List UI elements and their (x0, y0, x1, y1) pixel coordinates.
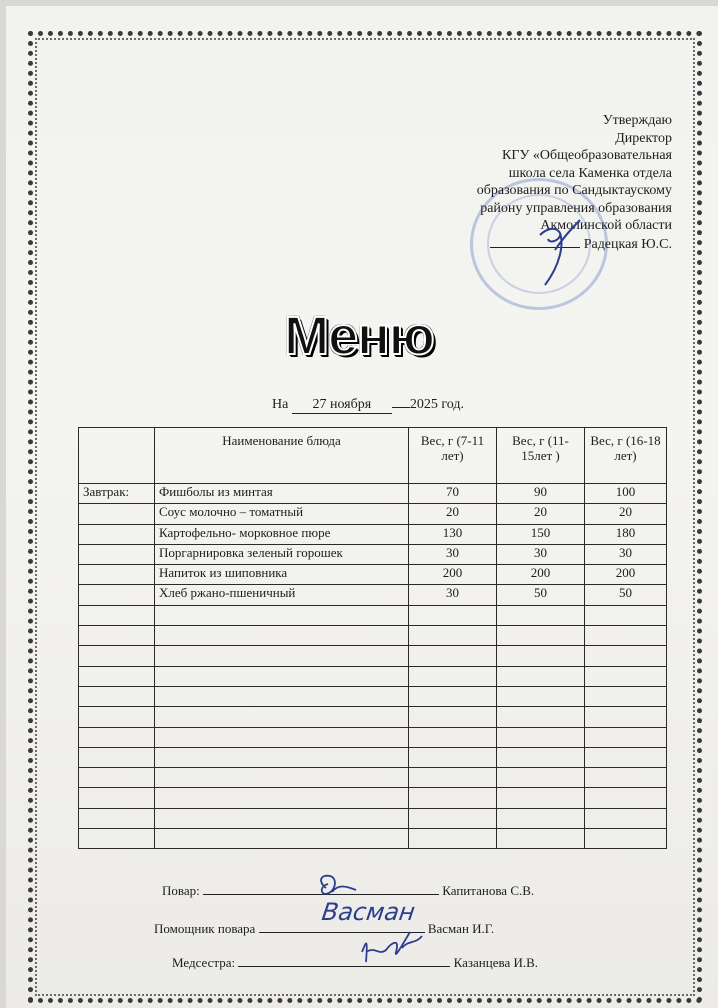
empty-cell (497, 747, 585, 767)
menu-table (78, 427, 667, 849)
cook-name: Капитанова С.В. (442, 883, 535, 898)
empty-cell (585, 768, 667, 788)
empty-cell (409, 626, 497, 646)
empty-cell (79, 707, 155, 727)
empty-cell (497, 626, 585, 646)
nurse-signature (356, 922, 426, 970)
empty-cell (409, 666, 497, 686)
empty-cell (585, 626, 667, 646)
empty-cell (585, 646, 667, 666)
dish-name-cell: Соус молочно – томатный (155, 504, 409, 524)
empty-cell (585, 747, 667, 767)
empty-cell (585, 727, 667, 747)
empty-cell (155, 707, 409, 727)
empty-cell (409, 605, 497, 625)
empty-cell (155, 768, 409, 788)
empty-cell (409, 747, 497, 767)
cook-label: Повар: (162, 883, 200, 898)
column-header: Вес, г (16-18 лет) (585, 428, 667, 484)
meal-cell (79, 585, 155, 605)
assistant-label: Помощник повара (154, 921, 256, 936)
meal-cell (79, 565, 155, 585)
date-prefix: На (272, 397, 289, 412)
weight-7-11-cell: 200 (409, 565, 497, 585)
meal-cell (79, 524, 155, 544)
empty-cell (409, 727, 497, 747)
empty-cell (497, 768, 585, 788)
weight-16-18-cell: 180 (585, 524, 667, 544)
weight-16-18-cell: 20 (585, 504, 667, 524)
empty-table-row (79, 768, 667, 788)
empty-cell (79, 646, 155, 666)
empty-cell (155, 666, 409, 686)
weight-11-15-cell: 50 (497, 585, 585, 605)
empty-cell (155, 727, 409, 747)
empty-cell (155, 686, 409, 706)
empty-cell (409, 707, 497, 727)
weight-16-18-cell: 100 (585, 484, 667, 504)
dish-name-cell: Напиток из шиповника (155, 565, 409, 585)
weight-16-18-cell: 30 (585, 544, 667, 564)
empty-table-row (79, 626, 667, 646)
empty-cell (497, 686, 585, 706)
dish-name-cell: Фишболы из минтая (155, 484, 409, 504)
approval-line: КГУ «Общеобразовательная (502, 148, 672, 163)
empty-cell (409, 768, 497, 788)
weight-11-15-cell: 150 (497, 524, 585, 544)
column-header: Вес, г (11-15лет ) (497, 428, 585, 484)
empty-cell (497, 666, 585, 686)
empty-cell (155, 747, 409, 767)
empty-cell (79, 788, 155, 808)
empty-table-row (79, 605, 667, 625)
empty-cell (409, 686, 497, 706)
empty-cell (155, 646, 409, 666)
approval-line: Директор (615, 130, 672, 146)
empty-cell (497, 829, 585, 849)
empty-cell (155, 808, 409, 828)
dish-name-cell: Хлеб ржано-пшеничный (155, 585, 409, 605)
empty-table-row (79, 666, 667, 686)
weight-16-18-cell: 200 (585, 565, 667, 585)
director-signature (520, 205, 590, 290)
meal-cell (79, 544, 155, 564)
empty-cell (585, 686, 667, 706)
approval-line: Утверждаю (602, 113, 672, 128)
nurse-label: Медсестра: (172, 955, 236, 970)
column-header: Наименование блюда (155, 428, 409, 484)
weight-11-15-cell: 20 (497, 504, 585, 524)
empty-cell (79, 808, 155, 828)
weight-7-11-cell: 30 (409, 585, 497, 605)
empty-table-row (79, 686, 667, 706)
empty-cell (79, 626, 155, 646)
approval-line: образования по Сандыктаускому (476, 183, 672, 198)
empty-cell (409, 788, 497, 808)
empty-cell (585, 808, 667, 828)
table-header-row (79, 428, 667, 484)
approval-line: Акмолинской области (540, 218, 672, 233)
assistant-name: Васман И.Г. (427, 921, 495, 936)
weight-7-11-cell: 70 (409, 484, 497, 504)
empty-table-row (79, 829, 667, 849)
menu-date (272, 397, 464, 414)
approval-line: школа села Каменка отдела (508, 165, 672, 181)
weight-11-15-cell: 90 (497, 484, 585, 504)
empty-cell (79, 666, 155, 686)
director-name: Радецкая Ю.С. (583, 236, 672, 252)
weight-7-11-cell: 30 (409, 544, 497, 564)
empty-cell (585, 788, 667, 808)
empty-cell (497, 808, 585, 828)
nurse-name: Казанцева И.В. (453, 955, 539, 970)
empty-cell (585, 829, 667, 849)
empty-table-row (79, 707, 667, 727)
page-title: Меню (284, 306, 434, 366)
empty-cell (79, 727, 155, 747)
empty-table-row (79, 727, 667, 747)
empty-cell (409, 646, 497, 666)
empty-table-row (79, 808, 667, 828)
table-row (79, 524, 667, 544)
empty-cell (497, 788, 585, 808)
date-year: 2025 год. (409, 397, 464, 412)
empty-cell (409, 829, 497, 849)
empty-cell (79, 768, 155, 788)
empty-table-row (79, 646, 667, 666)
table-row (79, 504, 667, 524)
empty-cell (155, 626, 409, 646)
table-row (79, 544, 667, 564)
weight-7-11-cell: 20 (409, 504, 497, 524)
weight-11-15-cell: 200 (497, 565, 585, 585)
empty-cell (79, 605, 155, 625)
empty-cell (155, 829, 409, 849)
empty-cell (585, 707, 667, 727)
dish-name-cell: Поргарнировка зеленый горошек (155, 544, 409, 564)
empty-cell (585, 666, 667, 686)
empty-cell (585, 605, 667, 625)
empty-cell (79, 686, 155, 706)
dish-name-cell: Картофельно- морковное пюре (155, 524, 409, 544)
empty-cell (497, 727, 585, 747)
empty-cell (497, 646, 585, 666)
weight-11-15-cell: 30 (497, 544, 585, 564)
empty-table-row (79, 788, 667, 808)
column-header (79, 428, 155, 484)
empty-cell (79, 747, 155, 767)
empty-cell (409, 808, 497, 828)
empty-cell (155, 788, 409, 808)
weight-16-18-cell: 50 (585, 585, 667, 605)
empty-cell (497, 605, 585, 625)
table-row (79, 585, 667, 605)
empty-table-row (79, 747, 667, 767)
table-row (79, 484, 667, 504)
meal-cell: Завтрак: (79, 484, 155, 504)
date-underline (392, 407, 410, 408)
assistant-signature: Васман (320, 898, 417, 926)
approval-line: району управления образования (480, 200, 672, 216)
empty-cell (79, 829, 155, 849)
date-day-month: 27 ноября (292, 397, 392, 414)
empty-cell (497, 707, 585, 727)
weight-7-11-cell: 130 (409, 524, 497, 544)
column-header: Вес, г (7-11 лет) (409, 428, 497, 484)
table-row (79, 565, 667, 585)
meal-cell (79, 504, 155, 524)
empty-cell (155, 605, 409, 625)
